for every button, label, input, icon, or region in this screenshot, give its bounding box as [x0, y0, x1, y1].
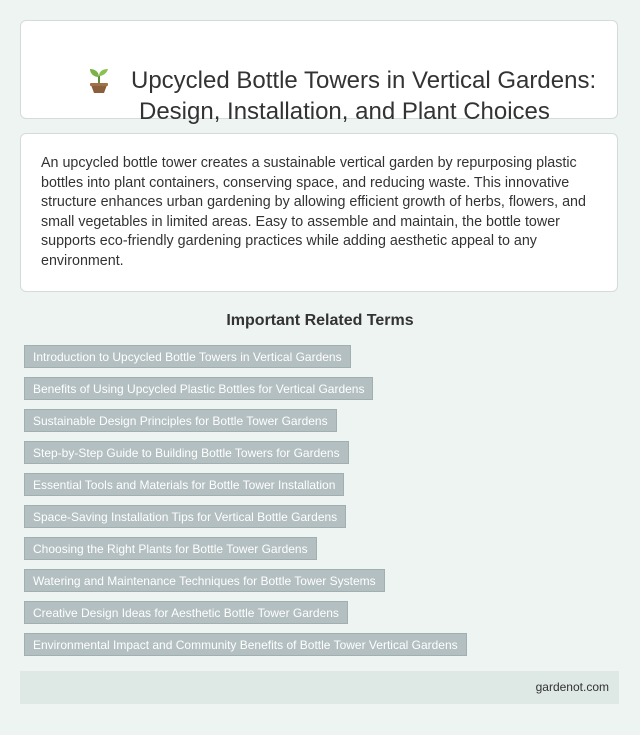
- related-term-tag[interactable]: Choosing the Right Plants for Bottle Tower Gardens: [24, 537, 317, 560]
- title-line-2: Design, Installation, and Plant Choices: [139, 98, 550, 125]
- summary-card: [20, 133, 618, 292]
- related-term-tag[interactable]: Watering and Maintenance Techniques for Bottle Tower Systems: [24, 569, 385, 592]
- related-term-tag[interactable]: Environmental Impact and Community Benefits of Bottle Tower Vertical Gardens: [24, 633, 467, 656]
- related-term-tag[interactable]: Essential Tools and Materials for Bottle Tower Installation: [24, 473, 344, 496]
- related-term-tag[interactable]: Sustainable Design Principles for Bottle Tower Gardens: [24, 409, 337, 432]
- related-term-tag[interactable]: Introduction to Upcycled Bottle Towers in Vertical Gardens: [24, 345, 351, 368]
- related-term-tag[interactable]: Space-Saving Installation Tips for Vertical Bottle Gardens: [24, 505, 346, 528]
- seedling-icon: [87, 66, 111, 94]
- related-term-tag[interactable]: Benefits of Using Upcycled Plastic Bottles for Vertical Gardens: [24, 377, 373, 400]
- page-title: [131, 65, 611, 127]
- related-term-tag[interactable]: Step-by-Step Guide to Building Bottle Towers for Gardens: [24, 441, 349, 464]
- summary-text: An upcycled bottle tower creates a sustainable vertical garden by repurposing plastic bottles into plant containers, conserving space, and reducing waste. This innovative structure enhances urban gardening by allowing efficient growth of herbs, flowers, and small vegetables in limited areas. Easy to assemble and maintain, the bottle tower supports eco-friendly gardening practices while adding aesthetic appeal to any environment.: [41, 155, 586, 269]
- title-card: [20, 20, 618, 125]
- related-term-tag[interactable]: Creative Design Ideas for Aesthetic Bottle Tower Gardens: [24, 601, 348, 624]
- title-line-1: Upcycled Bottle Towers in Vertical Gardens:: [131, 67, 597, 94]
- related-terms-heading: Important Related Terms: [226, 312, 414, 329]
- footer: [20, 671, 619, 704]
- footer-site-link[interactable]: gardenot.com: [535, 680, 609, 694]
